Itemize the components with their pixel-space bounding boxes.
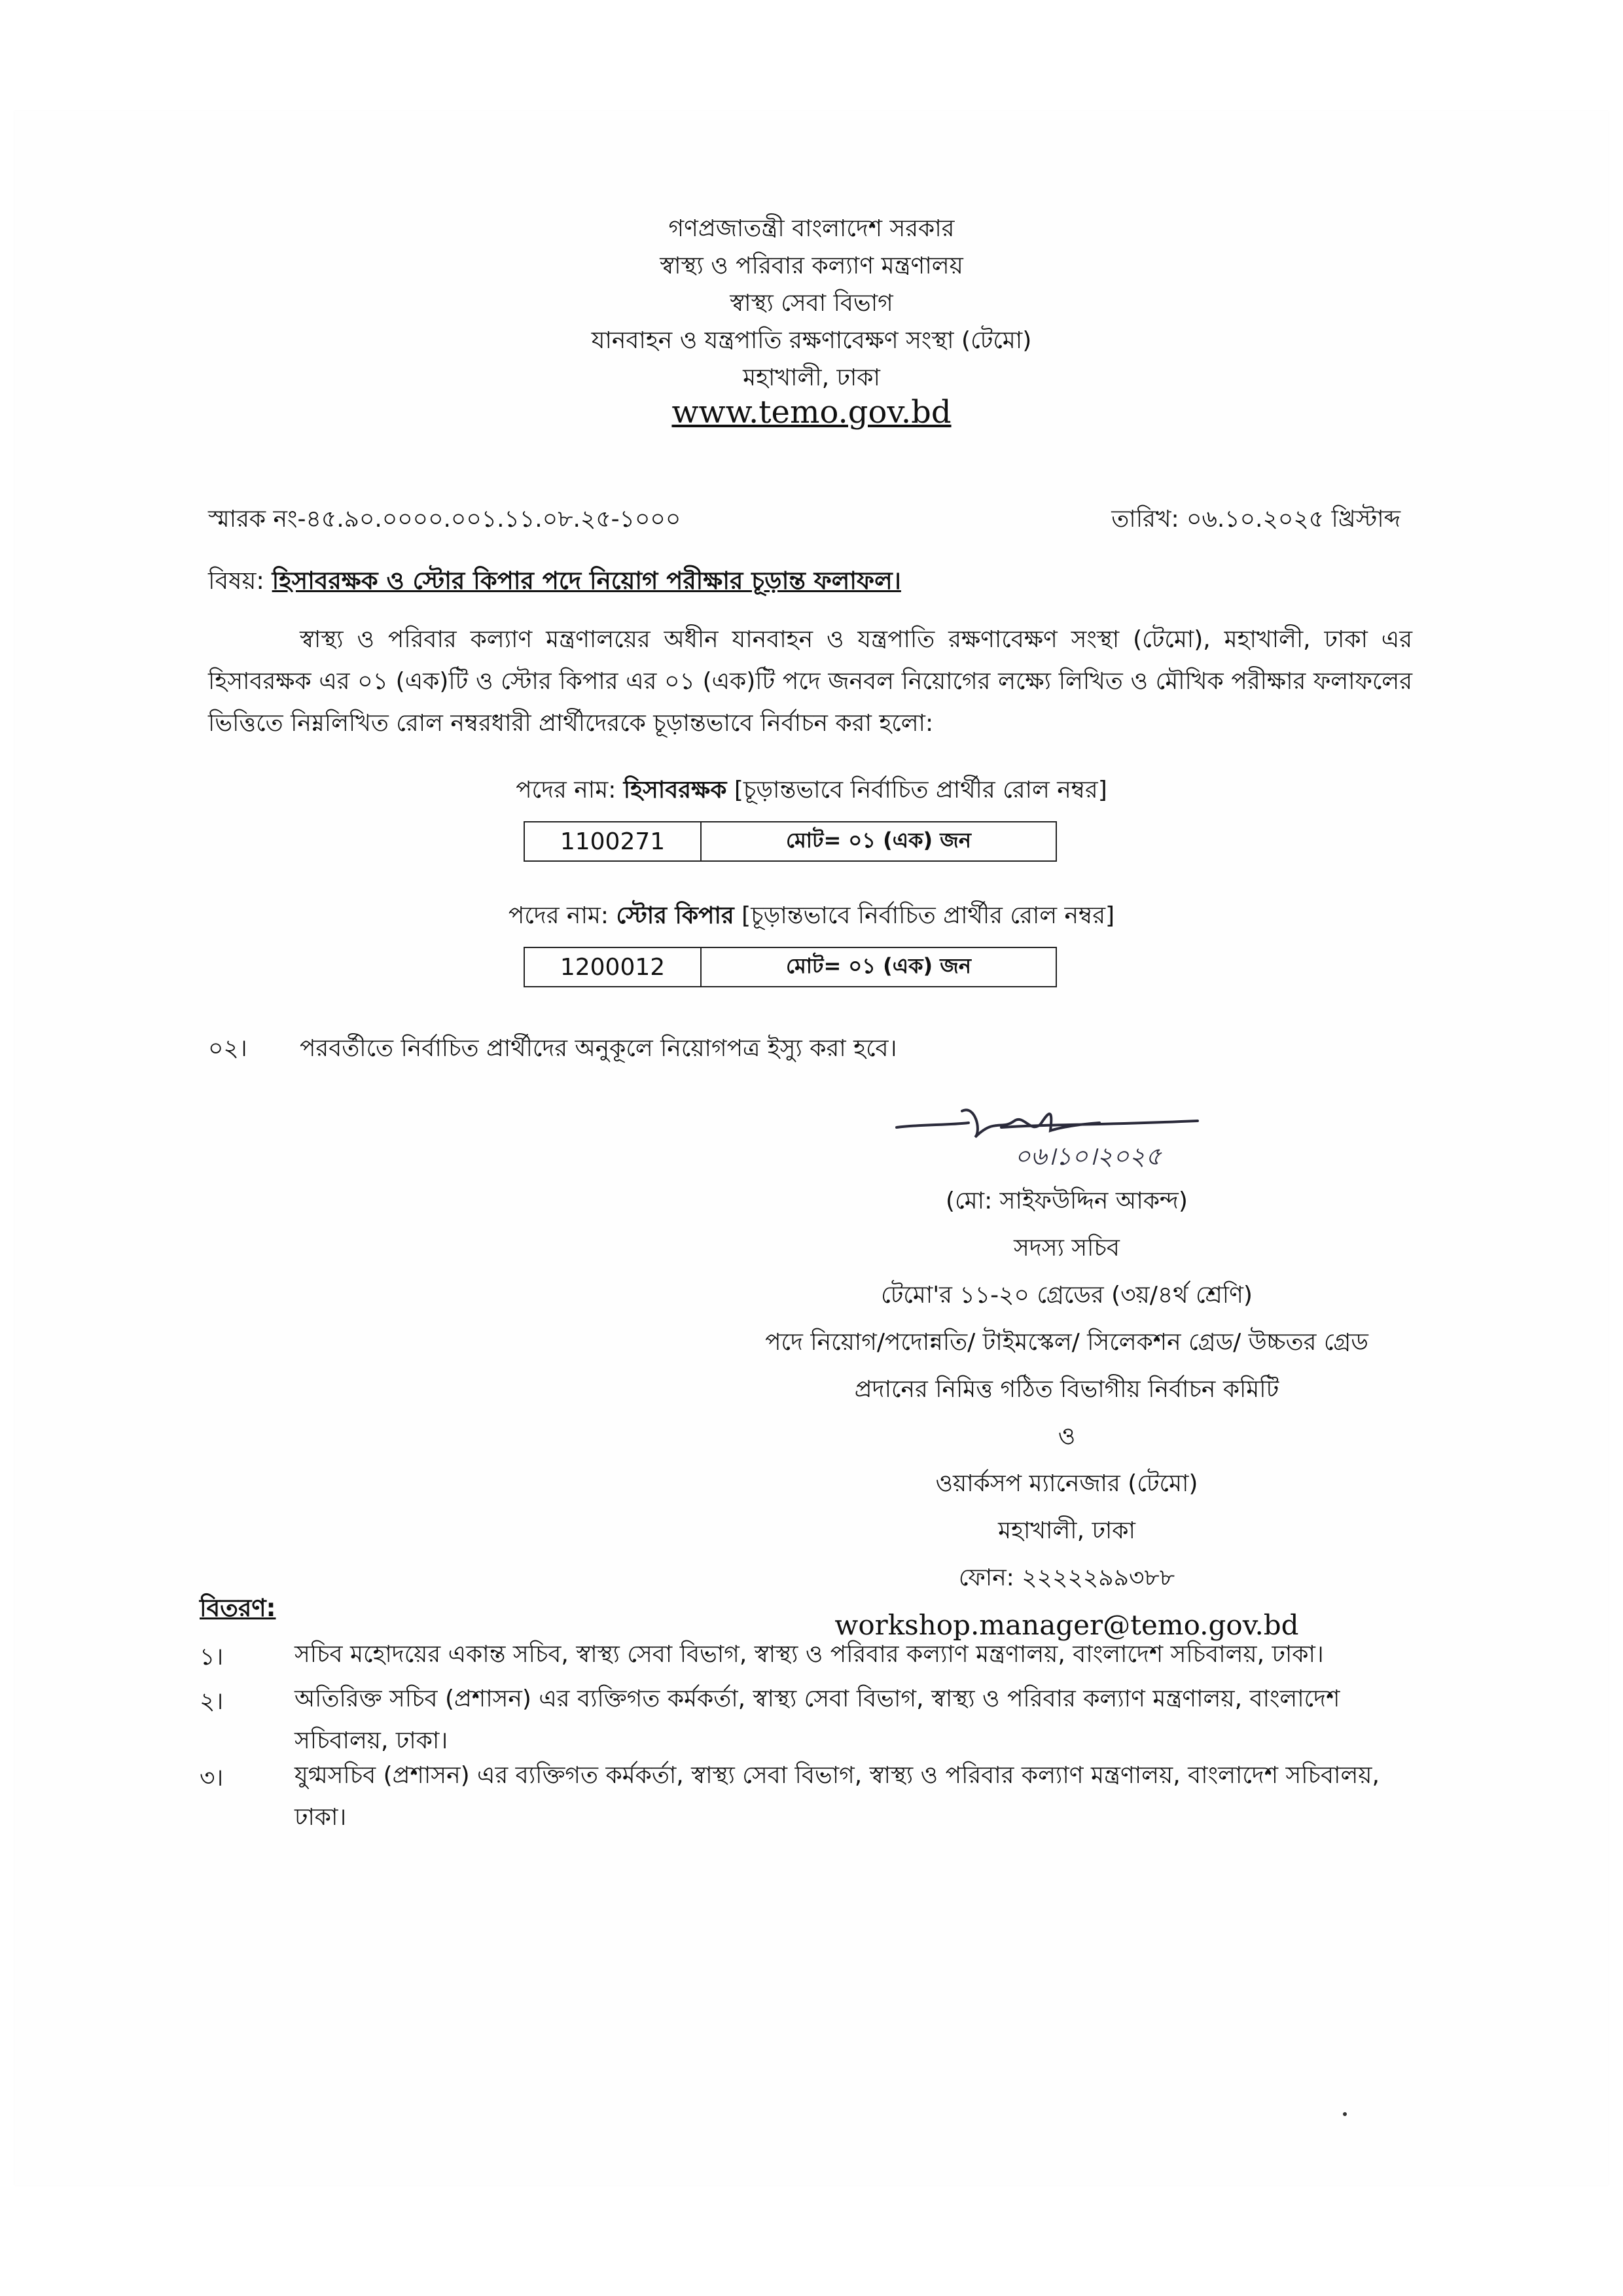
header-website-link[interactable]: www.temo.gov.bd: [671, 394, 952, 431]
signatory-designation: ওয়ার্কসপ ম্যানেজার (টেমো): [935, 1470, 1198, 1497]
post-label: পদের নাম:: [508, 902, 609, 929]
roll-total: মোট= ০১ (এক) জন: [701, 822, 1056, 861]
roll-number: 1200012: [524, 947, 701, 987]
signatory-title: সদস্য সচিব: [1014, 1235, 1120, 1262]
memo-number: স্মারক নং-৪৫.৯০.০০০০.০০১.১১.০৮.২৫-১০০০: [208, 506, 681, 533]
header-government: গণপ্রজাতন্ত্রী বাংলাদেশ সরকার: [668, 215, 955, 242]
distribution-heading: বিতরণ:: [200, 1594, 276, 1622]
subject-label: বিষয়:: [208, 567, 264, 595]
distribution-item-2-text: অতিরিক্ত সচিব (প্রশাসন) এর ব্যক্তিগত কর্মকর্তা, স্বাস্থ্য সেবা বিভাগ, স্বাস্থ্য ও পরিবার কল্যাণ মন্ত্রণালয়, বাংলাদেশ সচিবালয়, ঢাকা।: [294, 1686, 1340, 1754]
table-row: [524, 947, 1056, 987]
post-name: হিসাবরক্ষক: [623, 777, 727, 804]
distribution-item-1-number: ১।: [200, 1644, 224, 1670]
distribution-item-3-text: যুগ্মসচিব (প্রশাসন) এর ব্যক্তিগত কর্মকর্তা, স্বাস্থ্য সেবা বিভাগ, স্বাস্থ্য ও পরিবার কল্যাণ মন্ত্রণালয়, বাংলাদেশ সচিবালয়, ঢাকা।: [294, 1762, 1380, 1831]
post-name: স্টোর কিপার: [616, 902, 734, 929]
subject-text: হিসাবরক্ষক ও স্টোর কিপার পদে নিয়োগ পরীক্ষার চূড়ান্ত ফলাফল।: [272, 567, 901, 595]
subject-line: [208, 561, 901, 603]
header-address: মহাখালী, ঢাকা: [743, 364, 880, 391]
signatory-and: ও: [1058, 1423, 1076, 1450]
item-2-text: পরবর্তীতে নির্বাচিত প্রার্থীদের অনুকূলে নিয়োগপত্র ইস্যু করা হবে।: [300, 1035, 897, 1062]
item-2-number: ০২।: [208, 1035, 247, 1062]
signatory-address: মহাখালী, ঢাকা: [998, 1517, 1135, 1544]
signature-block: [674, 1178, 1459, 1649]
roll-table-store-keeper: [524, 947, 1057, 987]
table-row: [524, 822, 1056, 861]
signatory-email-link[interactable]: workshop.manager@temo.gov.bd: [834, 1609, 1299, 1641]
memo-date: তারিখ: ০৬.১০.২০২৫ খ্রিস্টাব্দ: [1111, 506, 1400, 533]
post-note: [চূড়ান্তভাবে নির্বাচিত প্রার্থীর রোল নম্বর]: [734, 777, 1107, 804]
roll-number: 1100271: [524, 822, 701, 861]
header-division: স্বাস্থ্য সেবা বিভাগ: [730, 290, 893, 317]
roll-table-accountant: [524, 821, 1057, 862]
signatory-phone: ফোন: ২২২২২৯৯৩৮৮: [958, 1564, 1175, 1591]
distribution-item-2-number: ২।: [200, 1688, 224, 1715]
signatory-committee-3: প্রদানের নিমিত্ত গঠিত বিভাগীয় নির্বাচন কমিটি: [854, 1376, 1279, 1403]
post-label: পদের নাম:: [516, 777, 616, 804]
distribution-item-3-number: ৩।: [200, 1765, 224, 1792]
post-title-accountant: [0, 772, 1623, 811]
post-title-store-keeper: [0, 898, 1623, 937]
header-ministry: স্বাস্থ্য ও পরিবার কল্যাণ মন্ত্রণালয়: [660, 253, 963, 279]
signatory-committee-1: টেমো'র ১১-২০ গ্রেডের (৩য়/৪র্থ শ্রেণি): [881, 1282, 1253, 1309]
body-paragraph: স্বাস্থ্য ও পরিবার কল্যাণ মন্ত্রণালয়ের অধীন যানবাহন ও যন্ত্রপাতি রক্ষণাবেক্ষণ সংস্থা (টেমো), মহাখালী, ঢাকা এর হিসাবরক্ষক এর ০১ (এক)টি ও স্টোর কিপার এর ০১ (এক)টি পদে জনবল নিয়োগের লক্ষ্যে লিখিত ও মৌখিক পরীক্ষার ফলাফলের ভিত্তিতে নিম্নলিখিত রোল নম্বরধারী প্রার্থীদেরকে চূড়ান্তভাবে নির্বাচন করা হলো:: [208, 626, 1412, 737]
signatory-name: (মো: সাইফউদ্দিন আকন্দ): [946, 1188, 1188, 1214]
header-organization: যানবাহন ও যন্ত্রপাতি রক্ষণাবেক্ষণ সংস্থা (টেমো): [591, 327, 1032, 354]
scan-speck: [1343, 2112, 1347, 2116]
distribution-item-1-text: সচিব মহোদয়ের একান্ত সচিব, স্বাস্থ্য সেবা বিভাগ, স্বাস্থ্য ও পরিবার কল্যাণ মন্ত্রণালয়, বাংলাদেশ সচিবালয়, ঢাকা।: [294, 1641, 1324, 1668]
post-note: [চূড়ান্তভাবে নির্বাচিত প্রার্থীর রোল নম্বর]: [741, 902, 1115, 929]
roll-total: মোট= ০১ (এক) জন: [701, 947, 1056, 987]
handwritten-signature: [883, 1091, 1237, 1176]
signatory-committee-2: পদে নিয়োগ/পদোন্নতি/ টাইমস্কেল/ সিলেকশন গ্রেড/ উচ্চতর গ্রেড: [765, 1329, 1368, 1356]
signature-date: ০৬।১০।২০২৫: [1014, 1142, 1162, 1171]
